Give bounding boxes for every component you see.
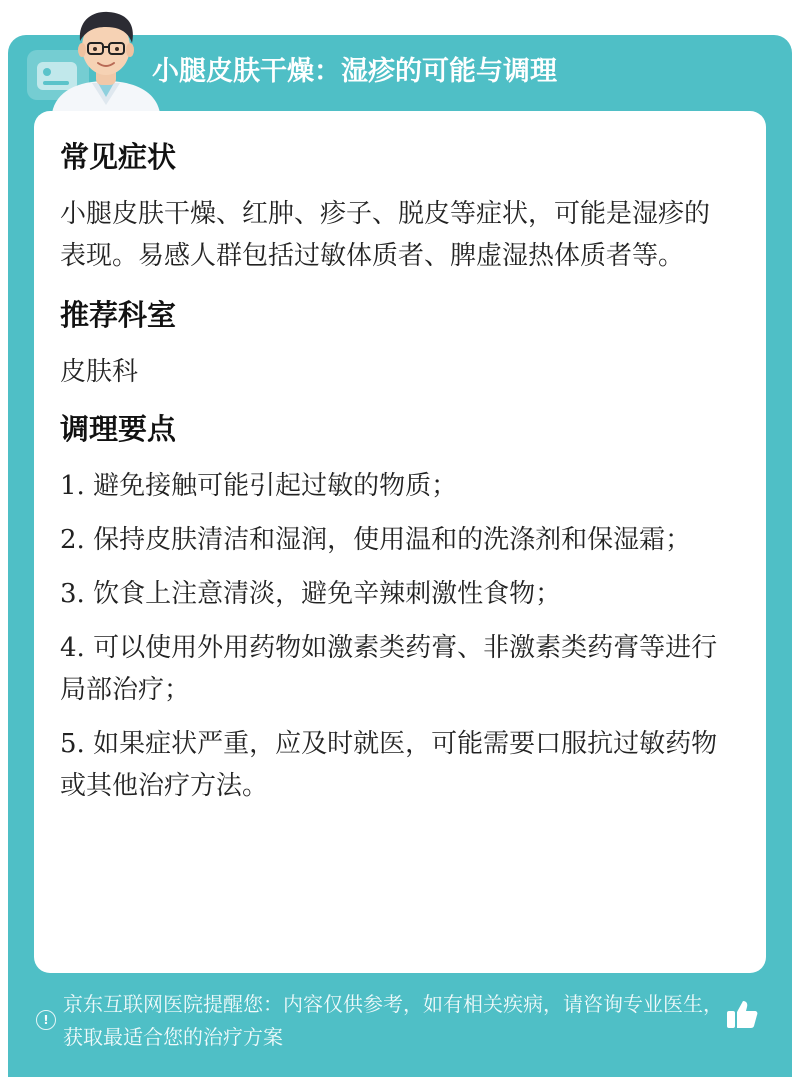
department-heading: 推荐科室 [60,298,177,332]
list-item-number: 5. [60,729,85,759]
disclaimer-text: 京东互联网医院提醒您：内容仅供参考，如有相关疾病，请咨询专业医生，获取最适合您的治疗方案 [63,992,723,1049]
list-item-number: 2. [60,525,85,555]
doctor-avatar [42,5,170,113]
care-tips-heading: 调理要点 [60,412,177,446]
info-icon: ! [36,1010,56,1030]
list-item [60,723,732,807]
list-item [60,573,732,615]
care-tips-list [60,465,732,807]
content-card [34,111,766,973]
list-item-text: 保持皮肤清洁和湿润，使用温和的洗涤剂和保湿霜； [93,525,692,555]
list-item [60,465,732,507]
list-item-text: 可以使用外用药物如激素类药膏、非激素类药膏等进行局部治疗； [60,633,718,705]
list-item [60,627,732,711]
list-item-text: 饮食上注意清淡，避免辛辣刺激性食物； [93,579,562,609]
symptoms-text: 小腿皮肤干燥、红肿、疹子、脱皮等症状，可能是湿疹的表现。易感人群包括过敏体质者、脾虚湿热体质者等。 [60,199,711,271]
symptoms-heading: 常见症状 [60,140,177,174]
list-item-text: 如果症状严重，应及时就医，可能需要口服抗过敏药物或其他治疗方法。 [60,729,718,801]
list-item-number: 4. [60,633,85,663]
department-text: 皮肤科 [60,357,139,387]
list-item-text: 避免接触可能引起过敏的物质； [93,471,458,501]
list-item-number: 3. [60,579,85,609]
list-item [60,519,732,561]
page-title: 小腿皮肤干燥：湿疹的可能与调理 [152,56,557,87]
thumbs-up-icon[interactable] [724,996,760,1032]
list-item-number: 1. [60,471,85,501]
